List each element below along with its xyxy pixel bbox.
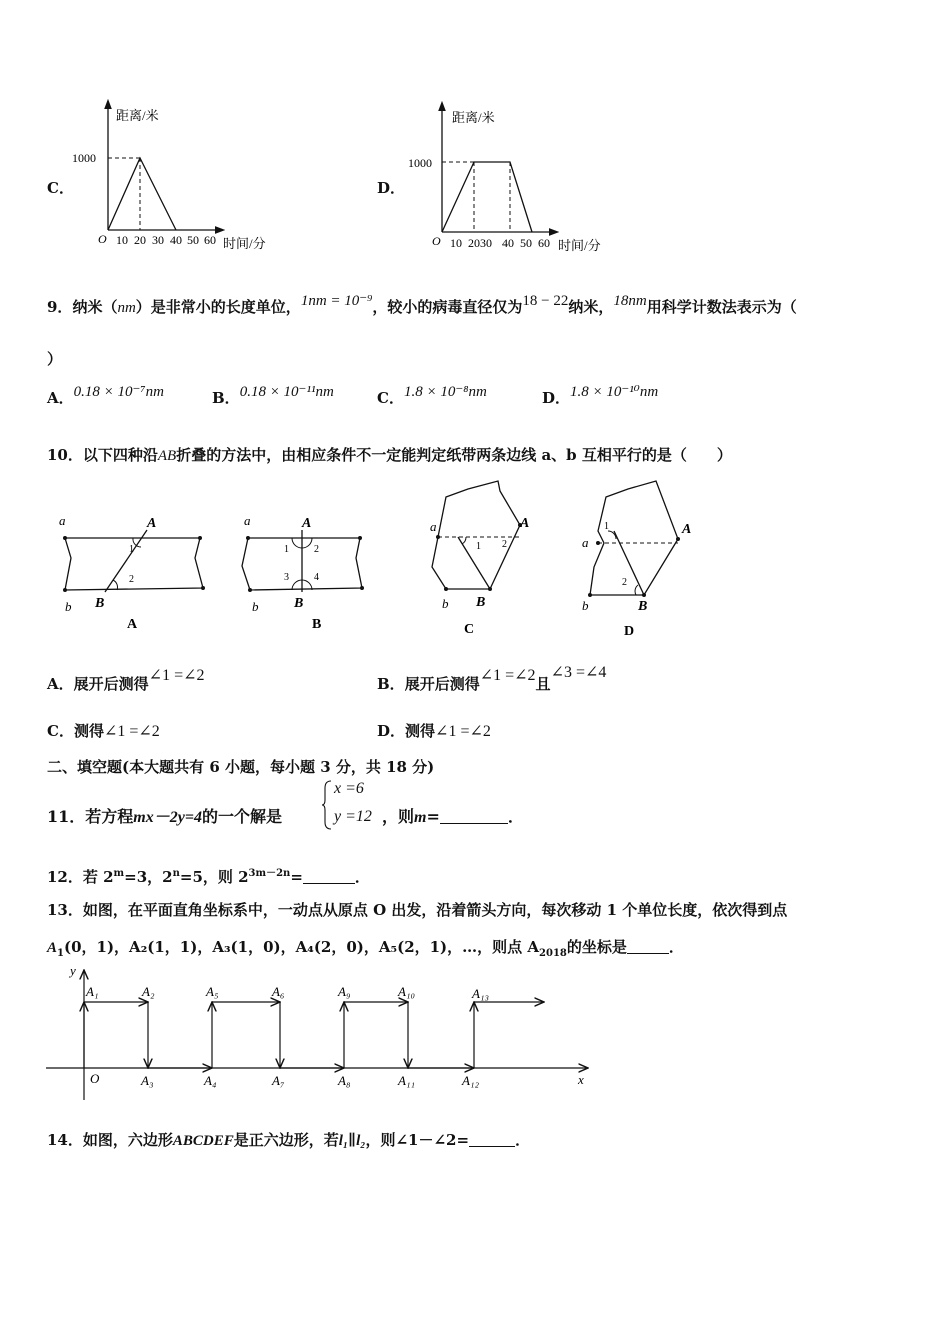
svg-text:A₁₀: A₁₀ (398, 984, 415, 999)
origin-label: O (98, 232, 107, 246)
x-tick: 2030 (468, 236, 492, 250)
y-tick-1000: 1000 (408, 156, 432, 170)
svg-text:b: b (442, 596, 449, 611)
svg-text:4: 4 (314, 572, 319, 583)
q10-option-c[interactable]: C．测得∠1 =∠2 (47, 722, 160, 740)
question-12: 12．若 $2^m=3$，$2^n=5$，则 $2^{3m-2n}=$ ． (47, 868, 370, 886)
answer-blank[interactable] (469, 1132, 515, 1147)
svg-text:A: A (682, 522, 692, 537)
figure-label: A (127, 617, 138, 632)
question-11-tail: ，则m= ． (382, 807, 524, 826)
option-d-label: D． (377, 179, 406, 197)
x-tick: 40 (502, 236, 514, 250)
svg-text:b: b (582, 598, 589, 613)
svg-text:A₉: A₉ (338, 984, 351, 999)
q10-option-a[interactable]: A．展开后测得∠1 =∠2 (47, 667, 205, 693)
system-eq-2: y =12 (334, 808, 372, 825)
figure-label: B (312, 617, 322, 632)
x-tick: 50 (520, 236, 532, 250)
svg-text:A₂: A₂ (142, 984, 155, 999)
x-tick: 40 (170, 233, 182, 247)
y-tick-1000: 1000 (72, 151, 96, 165)
question-13-line1: 13．如图，在平面直角坐标系中，一动点从原点 O 出发，沿着箭头方向，每次移动 1 个单位长度，依次得到点 (47, 901, 788, 919)
option-c-label: C． (47, 179, 74, 197)
question-13-line2: $A_1(0$，1)，A₂(1，1)，A₃(1，0)，A₄(2，0)，A₅(2，1)，…，则点 $A_{2018}$的坐标是 ． (47, 938, 684, 959)
distance-time-graph-c (70, 98, 290, 258)
svg-text:a: a (59, 513, 66, 528)
x-axis-label: 时间/分 (558, 238, 601, 253)
q9-option-c[interactable]: C．1.8 × 10⁻⁸nm (377, 384, 487, 407)
svg-text:2: 2 (314, 544, 319, 555)
answer-blank[interactable] (303, 869, 355, 884)
question-14: 14．如图，六边形ABCDEF是正六边形，若l₁∥l₂，则∠1－∠2= ． (47, 1131, 531, 1149)
svg-text:B: B (476, 595, 486, 610)
x-tick: 30 (152, 233, 164, 247)
fold-figure-b (238, 510, 378, 635)
svg-text:A₁: A₁ (86, 984, 99, 999)
svg-text:A₈: A₈ (338, 1073, 351, 1088)
svg-text:A₅: A₅ (206, 984, 219, 999)
system-eq-1: x =6 (334, 780, 364, 797)
graph-line (442, 162, 532, 232)
q10-option-d[interactable]: D．测得∠1 =∠2 (377, 722, 491, 740)
fold-figure-d (578, 477, 708, 637)
y-axis-label: 距离/米 (452, 110, 495, 125)
svg-text:y: y (70, 963, 76, 978)
x-tick: 10 (450, 236, 462, 250)
svg-text:1: 1 (129, 544, 134, 555)
question-11: 11．若方程mx－2y=4的一个解是 (47, 807, 282, 826)
figure-label: D (624, 624, 635, 637)
question-10-stem: 10．以下四种沿AB折叠的方法中，由相应条件不一定能判定纸带两条边线 a、b 互相平行的是（ ） (47, 446, 732, 464)
x-tick: 50 (187, 233, 199, 247)
svg-text:O: O (90, 1071, 100, 1086)
x-axis-label: 时间/分 (223, 236, 266, 251)
x-tick: 60 (538, 236, 550, 250)
section-heading: 二、填空题(本大题共有 6 小题，每小题 3 分，共 18 分) (47, 758, 435, 776)
svg-text:a: a (582, 535, 589, 550)
svg-text:1: 1 (284, 544, 289, 555)
x-tick: 10 (116, 233, 128, 247)
fold-figure-a (55, 510, 215, 635)
graph-line (108, 158, 176, 230)
svg-text:B: B (95, 596, 105, 611)
svg-text:a: a (244, 513, 251, 528)
svg-text:b: b (65, 599, 72, 614)
svg-text:A₆: A₆ (272, 984, 285, 999)
x-tick: 60 (204, 233, 216, 247)
brace (322, 780, 332, 830)
q9-option-b[interactable]: B．0.18 × 10⁻¹¹nm (212, 384, 334, 407)
svg-text:A₁₂: A₁₂ (462, 1073, 479, 1088)
svg-text:3: 3 (284, 572, 289, 583)
x-tick: 20 (134, 233, 146, 247)
svg-text:A: A (520, 516, 530, 531)
svg-text:A₄: A₄ (204, 1073, 217, 1088)
svg-text:B: B (638, 599, 648, 614)
svg-text:A₇: A₇ (272, 1073, 285, 1088)
q10-option-b[interactable]: B．展开后测得∠1 =∠2且∠3 =∠4 (377, 664, 607, 693)
svg-text:x: x (578, 1072, 584, 1087)
figure-label: C (464, 622, 475, 637)
svg-text:A: A (147, 516, 157, 531)
svg-text:A: A (302, 516, 312, 531)
question-9-close: ） (47, 350, 63, 368)
svg-text:1: 1 (476, 541, 481, 552)
svg-text:2: 2 (129, 574, 134, 585)
answer-blank[interactable] (440, 809, 508, 824)
q9-option-d[interactable]: D．1.8 × 10⁻¹⁰nm (542, 384, 659, 407)
question-9-stem: 9．纳米（nm）是非常小的长度单位，1nm = 10⁻⁹，较小的病毒直径仅为18 − 22纳米，18nm用科学计数法表示为（ (47, 293, 797, 316)
svg-text:2: 2 (622, 577, 627, 588)
svg-text:B: B (294, 596, 304, 611)
answer-blank[interactable] (627, 939, 669, 954)
fold-figure-c (428, 477, 548, 637)
svg-text:a: a (430, 519, 437, 534)
svg-text:1: 1 (604, 521, 609, 532)
svg-text:A₁₁: A₁₁ (398, 1073, 415, 1088)
coordinate-path-figure (40, 958, 600, 1103)
svg-text:b: b (252, 599, 259, 614)
q9-option-a[interactable]: A．0.18 × 10⁻⁷nm (47, 384, 164, 407)
distance-time-graph-d (402, 100, 622, 260)
y-axis-label: 距离/米 (116, 108, 159, 123)
svg-text:A₃: A₃ (141, 1073, 154, 1088)
svg-text:2: 2 (502, 539, 507, 550)
svg-text:A₁₃: A₁₃ (472, 986, 489, 1001)
origin-label: O (432, 234, 441, 248)
